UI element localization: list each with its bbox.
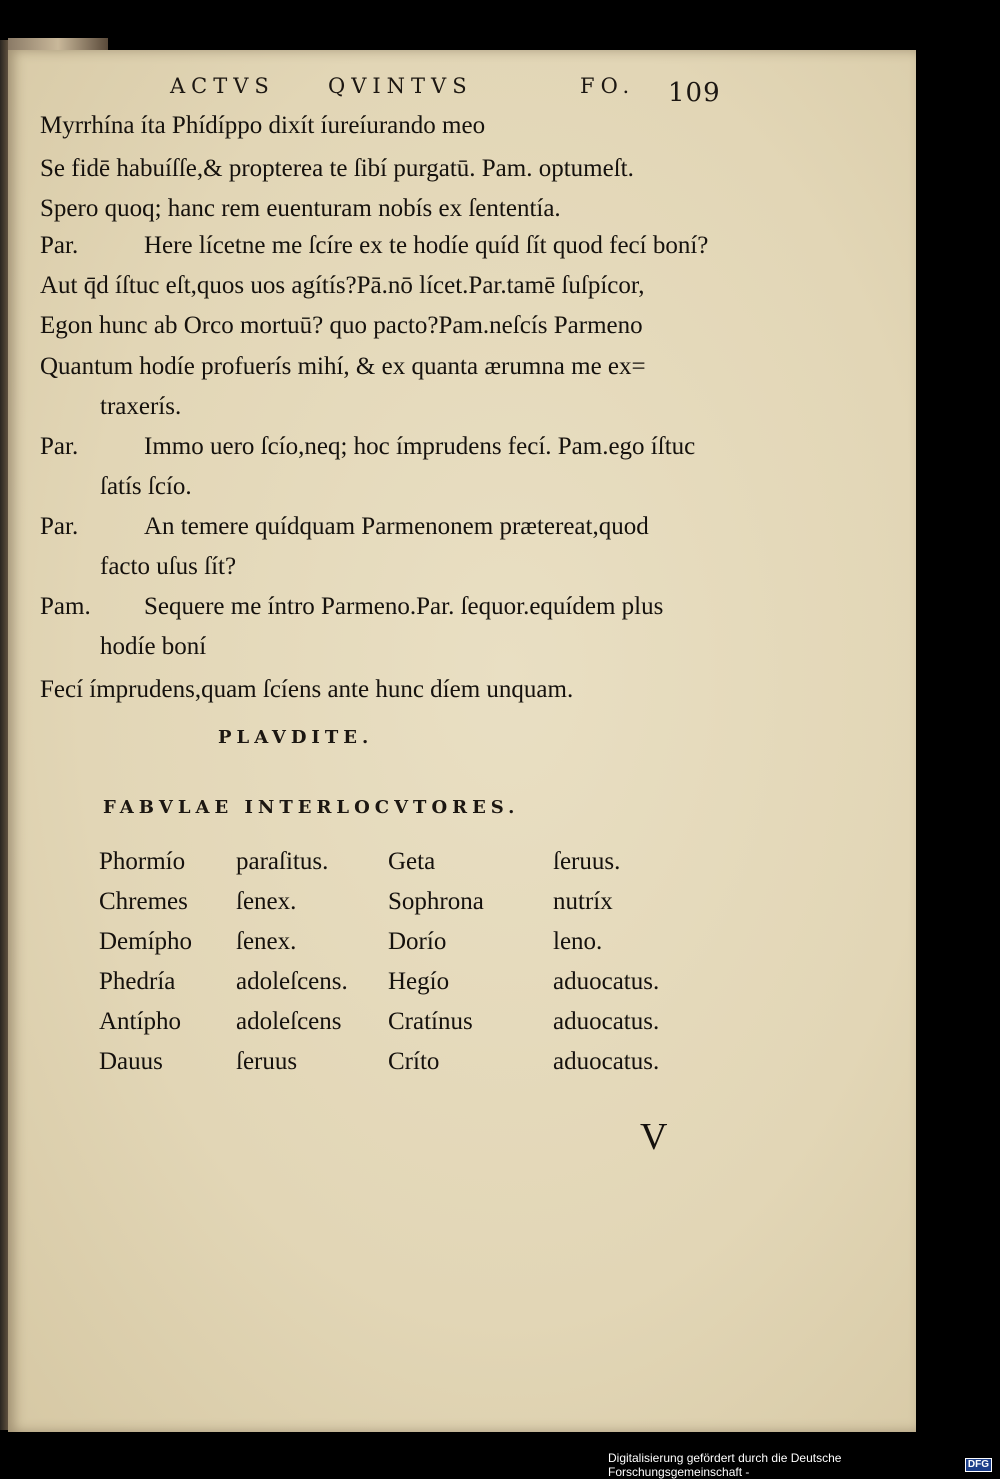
text-line [40,676,573,704]
cast-name2: Críto [388,1048,440,1075]
cast-role2: aduocatus. [553,1008,660,1035]
cast-name2: Dorío [388,928,447,955]
line-text: Quantum hodíe profuerís mihí, & ex quanta ærumna me ex= [40,353,646,380]
line-text: ſatís ſcío. [100,473,192,500]
cast-name2: Cratínus [388,1008,473,1035]
cast-role2: aduocatus. [553,1048,660,1075]
text-line [40,353,646,381]
text-line [40,155,634,183]
text-line [40,553,236,581]
text-line [40,513,649,541]
cast-name1: Phormío [99,848,186,875]
speaker-label: Par. [40,513,79,540]
line-text: Spero quoq; hanc rem euenturam nobís ex ſententía. [40,195,561,222]
cast-role1: paraſitus. [236,848,329,875]
speaker-label: Par. [40,433,79,460]
cast-name2: Hegío [388,968,450,995]
footer-text: Digitalisierung gefördert durch die Deutsche Forschungsgemeinschaft - [608,1451,842,1479]
cast-name2: Sophrona [388,888,484,915]
line-text: Egon hunc ab Orco mortuū? quo pacto?Pam.neſcís Parmeno [40,312,643,339]
cast-name1: Antípho [99,1008,181,1035]
line-text: facto uſus ſít? [100,553,237,580]
cast-name1: Demípho [99,928,193,955]
text-line [40,312,643,340]
plaudite: PLAVDITE. [218,727,374,748]
cast-name2: Geta [388,848,436,875]
running-head-left: ACTVS [170,74,275,98]
text-line [40,433,695,461]
line-text: traxerís. [100,393,182,420]
cast-role1: adoleſcens [236,1008,342,1035]
cast-role2: aduocatus. [553,968,660,995]
text-line [40,633,206,661]
speaker-label: Pam. [40,593,91,620]
running-head-center: QVINTVS [328,74,473,98]
line-text: Sequere me íntro Parmeno.Par. ſequor.equídem plus [144,593,664,620]
line-text: Immo uero ſcío,neq; hoc ímprudens fecí. Pam.ego íſtuc [144,433,696,460]
text-line [40,112,485,140]
cast-role2: leno. [553,928,603,955]
line-text: Se fidē habuíſſe,& propterea te ſibí purgatū. Pam. optumeſt. [40,155,634,182]
line-text: Myrrhína íta Phídíppo dixít íureíurando meo [40,112,486,139]
cast-role1: ſeruus [236,1048,298,1075]
text-line [40,473,192,501]
line-text: Here lícetne me ſcíre ex te hodíe quíd ſít quod fecí boní? [144,232,709,259]
running-head-fo: FO. [580,74,636,98]
line-text: Aut q̄d íſtuc eſt,quos uos agítís?Pā.nō lícet.Par.tamē ſuſpícor, [40,272,645,299]
footer [608,1453,992,1477]
cast-name1: Phedría [99,968,176,995]
dfg-logo: DFG [965,1458,992,1472]
cast-role1: ſenex. [236,888,297,915]
speaker-label: Par. [40,232,79,259]
cast-role1: ſenex. [236,928,297,955]
text-line [40,593,663,621]
text-line [40,272,644,300]
folio-number: 109 [668,78,721,108]
line-text: hodíe boní [100,633,207,660]
cast-role2: nutríx [553,888,613,915]
text-line [40,393,181,421]
text-line [40,232,708,260]
signature-mark: V [640,1116,668,1158]
cast-role1: adoleſcens. [236,968,348,995]
cast-role2: ſeruus. [553,848,621,875]
cast-heading: FABVLAE INTERLOCVTORES. [103,797,520,818]
text-line [40,195,561,223]
line-text: Fecí ímprudens,quam ſcíens ante hunc díem unquam. [40,676,574,703]
line-text: An temere quídquam Parmenonem prætereat,quod [144,513,649,540]
cast-name1: Chremes [99,888,188,915]
cast-name1: Dauus [99,1048,163,1075]
